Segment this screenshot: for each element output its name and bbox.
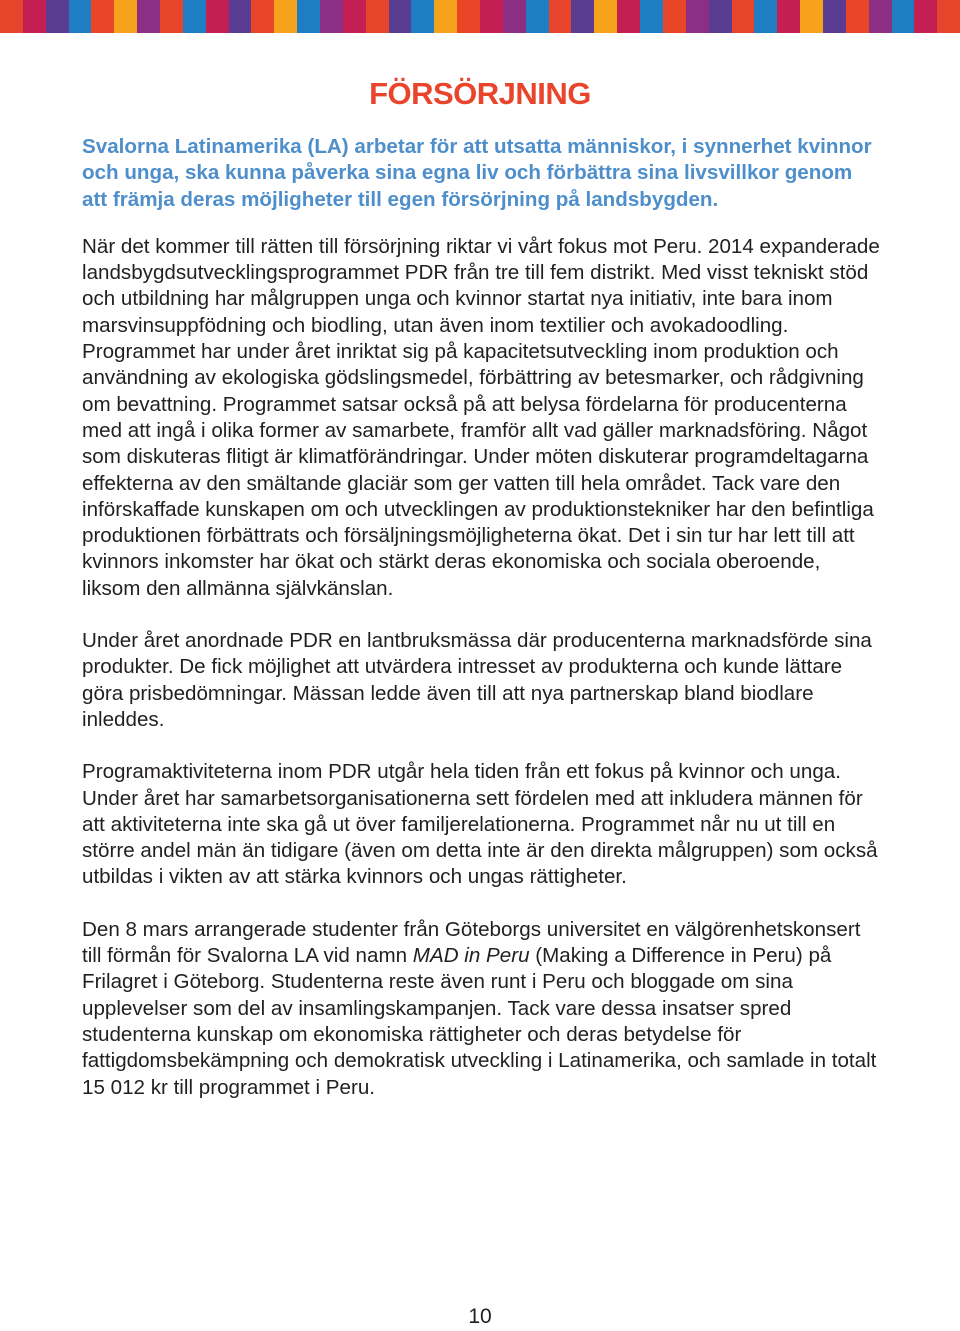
color-stripe bbox=[686, 0, 709, 33]
color-stripe bbox=[709, 0, 732, 33]
color-stripe bbox=[343, 0, 366, 33]
body-paragraph: Programaktiviteterna inom PDR utgår hela tiden från ett fokus på kvinnor och unga. Under året har samarbetsorganisationerna sett fördelen med att inkludera männen för att aktiviteterna inte ska gå ut över familjerelationerna. Programmet når nu ut till en större andel män än tidigare (även om detta inte är den direkta målgruppen) som också utbildas i vikten av att stärka kvinnors och ungas rättigheter. bbox=[82, 760, 878, 889]
page-title: FÖRSÖRJNING bbox=[369, 76, 591, 111]
color-stripe bbox=[869, 0, 892, 33]
color-stripe bbox=[0, 0, 23, 33]
paragraph-text: Den 8 mars arrangerade studenter från Göteborgs universitet en välgörenhetskonsert till förmån för Svalorna LA vid namn bbox=[82, 917, 861, 968]
color-stripe bbox=[457, 0, 480, 33]
color-stripe bbox=[114, 0, 137, 33]
color-stripe bbox=[297, 0, 320, 33]
header-color-stripes bbox=[0, 0, 960, 33]
color-stripe bbox=[389, 0, 412, 33]
color-stripe bbox=[846, 0, 869, 33]
color-stripe bbox=[480, 0, 503, 33]
color-stripe bbox=[823, 0, 846, 33]
color-stripe bbox=[137, 0, 160, 33]
page-number: 10 bbox=[468, 1305, 492, 1328]
color-stripe bbox=[526, 0, 549, 33]
body-paragraph-last bbox=[82, 917, 882, 1101]
color-stripe bbox=[229, 0, 252, 33]
color-stripe bbox=[91, 0, 114, 33]
color-stripe bbox=[937, 0, 960, 33]
color-stripe bbox=[206, 0, 229, 33]
color-stripe bbox=[549, 0, 572, 33]
color-stripe bbox=[366, 0, 389, 33]
color-stripe bbox=[594, 0, 617, 33]
event-name: MAD in Peru bbox=[412, 944, 530, 968]
color-stripe bbox=[800, 0, 823, 33]
color-stripe bbox=[777, 0, 800, 33]
color-stripe bbox=[640, 0, 663, 33]
color-stripe bbox=[274, 0, 297, 33]
color-stripe bbox=[160, 0, 183, 33]
color-stripe bbox=[320, 0, 343, 33]
color-stripe bbox=[617, 0, 640, 33]
color-stripe bbox=[23, 0, 46, 33]
paragraph-text: (Making a Difference in Peru) på Frilagret i Göteborg. Studenterna reste även runt i Peru och bloggade om sina upplevelser som del av insamlingskampanjen. Tack vare dessa insatser spred studenterna kunskap om ekonomiska rättigheter och deras betydelse för fattigdomsbekämpning och demokratisk utveckling i Latinamerika, och samlade in totalt 15 012 kr till programmet i Peru. bbox=[82, 944, 877, 1099]
color-stripe bbox=[892, 0, 915, 33]
color-stripe bbox=[183, 0, 206, 33]
color-stripe bbox=[69, 0, 92, 33]
main-content bbox=[82, 134, 882, 1101]
color-stripe bbox=[732, 0, 755, 33]
color-stripe bbox=[434, 0, 457, 33]
intro-paragraph: Svalorna Latinamerika (LA) arbetar för att utsatta människor, i synnerhet kvinnor och unga, ska kunna påverka sina egna liv och förbättra sina livsvillkor genom att främja deras möjligheter till egen försörjning på landsbygden. bbox=[82, 135, 872, 211]
color-stripe bbox=[46, 0, 69, 33]
color-stripe bbox=[663, 0, 686, 33]
color-stripe bbox=[914, 0, 937, 33]
body-paragraph: Under året anordnade PDR en lantbruksmässa där producenterna marknadsförde sina produkter. De fick möjlighet att utvärdera intresset av produkterna och kunde lättare göra prisbedömningar. Mässan ledde även till att nya partnerskap bland biodlare inleddes. bbox=[82, 629, 872, 731]
body-paragraph: När det kommer till rätten till försörjning riktar vi vårt fokus mot Peru. 2014 expanderade landsbygdsutvecklingsprogrammet PDR från tre till fem distrikt. Med visst tekniskt stöd och utbildning har målgruppen unga och kvinnor startat nya initiativ, inte bara inom marsvinsuppfödning och biodling, utan även inom textilier och avokadoodling. Programmet har under året inriktat sig på kapacitetsutveckling inom produktion och användning av ekologiska gödslingsmedel, förbättring av betesmarker, och rådgivning om bevattning. Programmet satsar också på att belysa fördelarna för producenterna med att ingå i olika former av samarbete, framför allt vad gäller marknadsföring. Något som diskuteras flitigt är klimatförändringar. Under möten diskuterar programdeltagarna effekterna av den smältande glaciär som ger vatten till hela området. Tack vare den införskaffade kunskapen om och utvecklingen av produktionstekniker har den befintliga produktionen förbättrats och försäljningsmöjligheterna ökat. Det i sin tur har lett till att kvinnors inkomster har ökat och stärkt deras ekonomiska och sociala oberoende, liksom den allmänna självkänslan. bbox=[82, 234, 880, 600]
color-stripe bbox=[571, 0, 594, 33]
color-stripe bbox=[411, 0, 434, 33]
color-stripe bbox=[754, 0, 777, 33]
color-stripe bbox=[251, 0, 274, 33]
color-stripe bbox=[503, 0, 526, 33]
